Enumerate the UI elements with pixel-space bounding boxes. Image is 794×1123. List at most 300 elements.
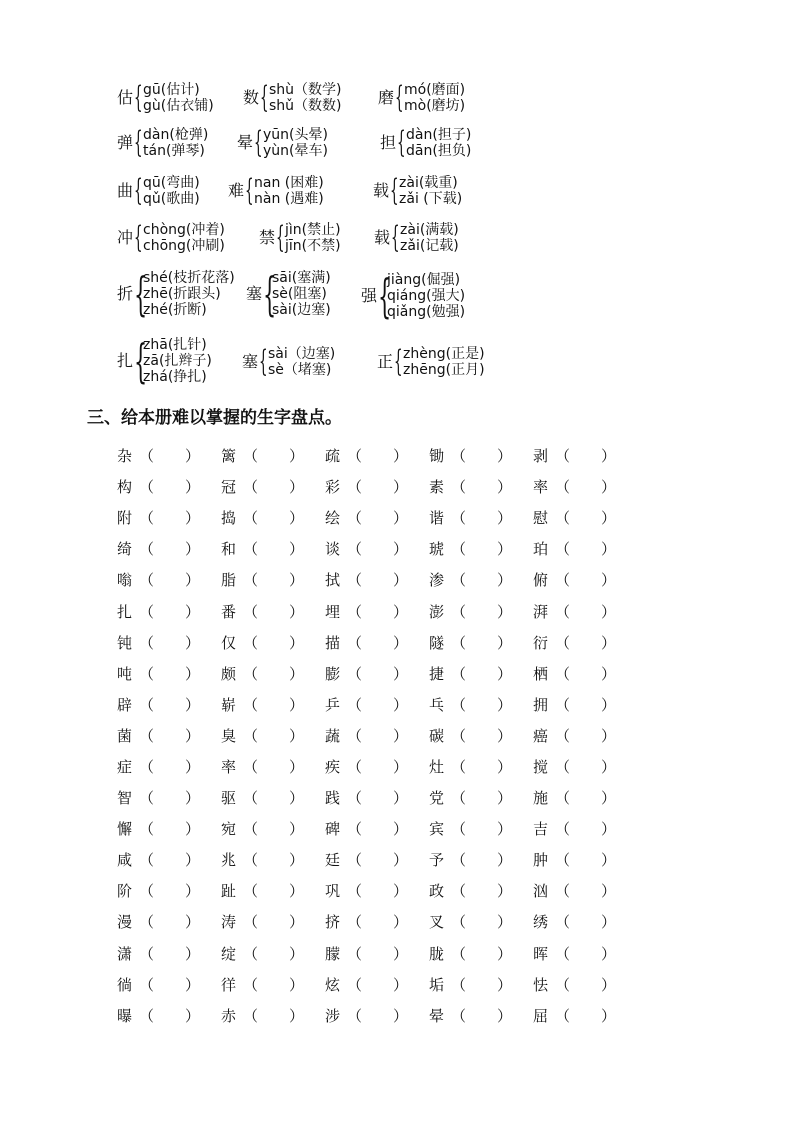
brace-icon: {: [134, 173, 143, 208]
paren-open: （: [139, 789, 155, 808]
paren-close: ）: [497, 509, 513, 528]
char-cell: [117, 663, 221, 684]
char-cell: [533, 880, 637, 901]
grid-char: 吉: [533, 820, 549, 839]
paren-open: （: [243, 509, 259, 528]
paren-open: （: [555, 820, 571, 839]
char-cell: [325, 601, 429, 622]
char-cell: [533, 632, 637, 653]
char-cell: [325, 663, 429, 684]
grid-char: 涛: [221, 913, 237, 932]
paren-close: ）: [497, 851, 513, 870]
polyphone-char: 数: [243, 88, 260, 107]
grid-char: 拭: [325, 571, 341, 590]
reading: shù（数学): [269, 82, 342, 98]
grid-char: 宾: [429, 820, 445, 839]
paren-open: （: [451, 757, 467, 776]
paren-open: （: [555, 695, 571, 714]
reading: chòng(冲着): [143, 222, 225, 238]
paren-close: ）: [601, 789, 617, 808]
paren-close: ）: [393, 695, 409, 714]
paren-open: （: [243, 664, 259, 683]
paren-open: （: [139, 478, 155, 497]
reading: mó(磨面): [404, 82, 466, 98]
paren-open: （: [243, 726, 259, 745]
paren-close: ）: [289, 602, 305, 621]
brace-icon: {: [245, 173, 254, 208]
grid-char: 施: [533, 789, 549, 808]
grid-char: 碑: [325, 820, 341, 839]
grid-char: 崭: [221, 695, 237, 714]
paren-open: （: [347, 913, 363, 932]
char-cell: [117, 569, 221, 590]
paren-close: ）: [601, 757, 617, 776]
char-cell: [221, 538, 325, 559]
grid-char: 蔬: [325, 726, 341, 745]
paren-open: （: [243, 851, 259, 870]
paren-close: ）: [393, 664, 409, 683]
paren-open: （: [243, 1006, 259, 1025]
paren-close: ）: [497, 789, 513, 808]
reading: nàn (遇难): [254, 191, 324, 207]
brace-icon: {: [134, 125, 143, 160]
char-cell: [221, 756, 325, 777]
brace-icon: {: [260, 80, 269, 115]
reading: zā(扎辫子): [143, 353, 212, 369]
reading: zài(载重): [399, 175, 458, 191]
paren-close: ）: [289, 757, 305, 776]
paren-close: ）: [185, 633, 201, 652]
grid-char: 阶: [117, 882, 133, 901]
char-cell: [533, 818, 637, 839]
char-cell: [117, 725, 221, 746]
paren-open: （: [555, 789, 571, 808]
char-cell: [429, 880, 533, 901]
char-cell: [533, 601, 637, 622]
grid-char: 番: [221, 602, 237, 621]
paren-open: （: [243, 913, 259, 932]
polyphone-char: 塞: [242, 352, 259, 371]
paren-close: ）: [393, 851, 409, 870]
grid-char: 湃: [533, 602, 549, 621]
char-cell: [533, 974, 637, 995]
paren-open: （: [139, 633, 155, 652]
grid-char: 症: [117, 757, 133, 776]
paren-open: （: [451, 944, 467, 963]
paren-open: （: [139, 602, 155, 621]
reading: shǔ（数数): [269, 98, 342, 114]
grid-char: 廷: [325, 851, 341, 870]
paren-close: ）: [185, 509, 201, 528]
character-grid: [117, 440, 637, 1031]
reading: qū(弯曲): [143, 175, 200, 191]
char-cell: [429, 632, 533, 653]
grid-char: 颇: [221, 664, 237, 683]
paren-open: （: [243, 571, 259, 590]
grid-char: 徜: [117, 975, 133, 994]
char-cell: [325, 880, 429, 901]
grid-char: 素: [429, 478, 445, 497]
reading: mò(磨坊): [404, 98, 466, 114]
char-cell: [221, 694, 325, 715]
polyphone-entry: [117, 267, 235, 321]
paren-open: （: [139, 1006, 155, 1025]
char-cell: [221, 911, 325, 932]
paren-close: ）: [497, 695, 513, 714]
char-cell: [117, 911, 221, 932]
char-cell: [221, 725, 325, 746]
grid-char: 剥: [533, 447, 549, 466]
paren-open: （: [451, 602, 467, 621]
paren-close: ）: [185, 447, 201, 466]
reading: sài(边塞): [272, 302, 331, 318]
polyphone-char: 冲: [117, 228, 134, 247]
paren-close: ）: [289, 913, 305, 932]
paren-open: （: [555, 540, 571, 559]
reading: zǎi(记载): [400, 238, 459, 254]
char-cell: [533, 507, 637, 528]
char-cell: [325, 818, 429, 839]
grid-char: 捣: [221, 509, 237, 528]
paren-close: ）: [289, 1006, 305, 1025]
char-cell: [429, 725, 533, 746]
grid-row: [117, 595, 637, 626]
grid-char: 衍: [533, 633, 549, 652]
char-cell: [325, 787, 429, 808]
paren-close: ）: [185, 602, 201, 621]
reading: sè(阻塞): [272, 286, 327, 302]
char-cell: [325, 445, 429, 466]
paren-open: （: [555, 757, 571, 776]
grid-row: [117, 689, 637, 720]
polyphone-entry: [378, 82, 465, 114]
polyphone-entry: [117, 222, 225, 254]
paren-open: （: [451, 540, 467, 559]
grid-char: 怯: [533, 975, 549, 994]
paren-open: （: [555, 447, 571, 466]
char-cell: [533, 849, 637, 870]
grid-char: 篱: [221, 447, 237, 466]
paren-open: （: [555, 509, 571, 528]
paren-open: （: [347, 944, 363, 963]
polyphone-char: 担: [380, 133, 397, 152]
reading: zǎi (下载): [399, 191, 463, 207]
polyphone-entry: [361, 269, 466, 323]
paren-close: ）: [497, 975, 513, 994]
paren-close: ）: [289, 478, 305, 497]
polyphone-char: 扎: [117, 351, 134, 370]
grid-char: 谈: [325, 540, 341, 559]
polyphone-entry: [237, 127, 328, 159]
paren-close: ）: [393, 602, 409, 621]
grid-char: 和: [221, 540, 237, 559]
paren-close: ）: [601, 478, 617, 497]
reading: zhēng(正月): [403, 362, 485, 378]
paren-close: ）: [185, 913, 201, 932]
paren-close: ）: [497, 602, 513, 621]
grid-row: [117, 720, 637, 751]
brace-icon: {: [378, 269, 392, 323]
paren-open: （: [347, 726, 363, 745]
char-cell: [117, 632, 221, 653]
grid-char: 乓: [429, 695, 445, 714]
char-cell: [221, 445, 325, 466]
paren-close: ）: [497, 447, 513, 466]
char-cell: [325, 694, 429, 715]
brace-icon: {: [134, 80, 143, 115]
grid-char: 辟: [117, 695, 133, 714]
paren-open: （: [347, 509, 363, 528]
polyphone-entry: [374, 222, 459, 254]
polyphone-char: 磨: [378, 88, 395, 107]
polyphone-entry: [243, 82, 342, 114]
paren-open: （: [347, 757, 363, 776]
paren-close: ）: [289, 944, 305, 963]
paren-open: （: [555, 726, 571, 745]
char-cell: [533, 943, 637, 964]
paren-close: ）: [393, 882, 409, 901]
reading: gù(估衣铺): [143, 98, 214, 114]
char-cell: [533, 756, 637, 777]
char-cell: [325, 538, 429, 559]
grid-char: 冠: [221, 478, 237, 497]
grid-char: 嗡: [117, 571, 133, 590]
grid-char: 赤: [221, 1006, 237, 1025]
paren-close: ）: [601, 975, 617, 994]
paren-open: （: [555, 664, 571, 683]
paren-open: （: [555, 913, 571, 932]
reading: zhèng(正是): [403, 346, 485, 362]
grid-char: 脂: [221, 571, 237, 590]
grid-char: 叉: [429, 913, 445, 932]
paren-close: ）: [393, 944, 409, 963]
paren-open: （: [347, 882, 363, 901]
grid-char: 癌: [533, 726, 549, 745]
grid-char: 谐: [429, 509, 445, 528]
grid-char: 汹: [533, 882, 549, 901]
char-cell: [221, 974, 325, 995]
char-cell: [221, 1005, 325, 1026]
polyphone-char: 载: [373, 181, 390, 200]
grid-row: [117, 813, 637, 844]
paren-open: （: [139, 882, 155, 901]
reading: yūn(头晕): [263, 127, 328, 143]
paren-open: （: [451, 571, 467, 590]
paren-open: （: [555, 882, 571, 901]
polyphone-entry: [117, 82, 214, 114]
grid-char: 拥: [533, 695, 549, 714]
paren-open: （: [139, 447, 155, 466]
paren-open: （: [451, 726, 467, 745]
paren-open: （: [347, 789, 363, 808]
paren-close: ）: [289, 975, 305, 994]
paren-close: ）: [601, 851, 617, 870]
paren-close: ）: [393, 789, 409, 808]
paren-open: （: [347, 602, 363, 621]
char-cell: [221, 943, 325, 964]
polyphone-entry: [117, 127, 208, 159]
grid-char: 慰: [533, 509, 549, 528]
polyphone-char: 估: [117, 88, 134, 107]
paren-close: ）: [185, 571, 201, 590]
paren-close: ）: [497, 540, 513, 559]
char-cell: [429, 756, 533, 777]
grid-row: [117, 875, 637, 906]
grid-char: 碳: [429, 726, 445, 745]
grid-char: 珀: [533, 540, 549, 559]
paren-close: ）: [289, 695, 305, 714]
grid-char: 灶: [429, 757, 445, 776]
grid-char: 绽: [221, 944, 237, 963]
grid-char: 扎: [117, 602, 133, 621]
grid-char: 仅: [221, 633, 237, 652]
paren-close: ）: [497, 633, 513, 652]
char-cell: [429, 538, 533, 559]
polyphone-char: 折: [117, 284, 134, 303]
grid-char: 晕: [429, 1006, 445, 1025]
paren-close: ）: [185, 478, 201, 497]
paren-close: ）: [601, 913, 617, 932]
paren-open: （: [555, 975, 571, 994]
paren-close: ）: [289, 726, 305, 745]
grid-char: 政: [429, 882, 445, 901]
polyphone-char: 弹: [117, 133, 134, 152]
char-cell: [221, 880, 325, 901]
grid-char: 绘: [325, 509, 341, 528]
paren-open: （: [451, 509, 467, 528]
paren-close: ）: [497, 664, 513, 683]
paren-close: ）: [601, 509, 617, 528]
paren-close: ）: [601, 540, 617, 559]
paren-open: （: [139, 664, 155, 683]
brace-icon: {: [134, 220, 143, 255]
char-cell: [429, 507, 533, 528]
paren-close: ）: [289, 447, 305, 466]
char-cell: [117, 1005, 221, 1026]
char-cell: [533, 569, 637, 590]
char-cell: [325, 569, 429, 590]
paren-open: （: [347, 478, 363, 497]
grid-char: 附: [117, 509, 133, 528]
paren-open: （: [243, 944, 259, 963]
char-cell: [221, 787, 325, 808]
paren-open: （: [139, 851, 155, 870]
char-cell: [533, 445, 637, 466]
polyphone-entry: [246, 267, 331, 321]
paren-open: （: [451, 882, 467, 901]
paren-close: ）: [393, 820, 409, 839]
grid-char: 澎: [429, 602, 445, 621]
char-cell: [117, 694, 221, 715]
char-cell: [429, 911, 533, 932]
paren-close: ）: [601, 633, 617, 652]
paren-close: ）: [497, 726, 513, 745]
reading: jīn(不禁): [285, 238, 341, 254]
paren-close: ）: [185, 540, 201, 559]
grid-char: 垢: [429, 975, 445, 994]
paren-close: ）: [497, 820, 513, 839]
paren-close: ）: [601, 571, 617, 590]
paren-open: （: [555, 1006, 571, 1025]
paren-open: （: [139, 571, 155, 590]
paren-close: ）: [601, 882, 617, 901]
char-cell: [117, 476, 221, 497]
paren-open: （: [139, 757, 155, 776]
paren-open: （: [347, 633, 363, 652]
brace-icon: {: [390, 173, 399, 208]
paren-open: （: [139, 540, 155, 559]
paren-close: ）: [497, 882, 513, 901]
grid-char: 搅: [533, 757, 549, 776]
char-cell: [117, 943, 221, 964]
reading: tán(弹琴): [143, 143, 205, 159]
grid-char: 党: [429, 789, 445, 808]
paren-open: （: [451, 695, 467, 714]
reading: jiàng(倔强): [387, 272, 461, 288]
paren-close: ）: [289, 820, 305, 839]
grid-char: 菌: [117, 726, 133, 745]
paren-open: （: [139, 975, 155, 994]
grid-row: [117, 782, 637, 813]
grid-char: 琥: [429, 540, 445, 559]
paren-open: （: [451, 478, 467, 497]
paren-close: ）: [601, 820, 617, 839]
grid-char: 予: [429, 851, 445, 870]
paren-open: （: [451, 664, 467, 683]
paren-close: ）: [185, 695, 201, 714]
grid-char: 臭: [221, 726, 237, 745]
grid-char: 捷: [429, 664, 445, 683]
grid-char: 宛: [221, 820, 237, 839]
reading: jìn(禁止): [285, 222, 341, 238]
reading: zài(满载): [400, 222, 459, 238]
char-cell: [325, 1005, 429, 1026]
paren-open: （: [347, 447, 363, 466]
grid-row: [117, 564, 637, 595]
polyphone-char: 塞: [246, 284, 263, 303]
grid-row: [117, 627, 637, 658]
char-cell: [117, 880, 221, 901]
paren-open: （: [243, 695, 259, 714]
paren-open: （: [555, 944, 571, 963]
paren-close: ）: [185, 820, 201, 839]
paren-open: （: [243, 882, 259, 901]
paren-open: （: [347, 975, 363, 994]
polyphone-char: 曲: [117, 181, 134, 200]
reading: dàn(担子): [406, 127, 472, 143]
paren-open: （: [243, 447, 259, 466]
paren-close: ）: [185, 664, 201, 683]
grid-char: 埋: [325, 602, 341, 621]
char-cell: [325, 632, 429, 653]
char-cell: [533, 1005, 637, 1026]
char-cell: [429, 787, 533, 808]
grid-char: 朦: [325, 944, 341, 963]
polyphone-entry: [373, 175, 462, 207]
polyphone-char: 强: [361, 286, 378, 305]
char-cell: [429, 476, 533, 497]
char-cell: [429, 569, 533, 590]
grid-char: 咸: [117, 851, 133, 870]
grid-char: 炫: [325, 975, 341, 994]
char-cell: [533, 663, 637, 684]
reading: qǔ(歌曲): [143, 191, 200, 207]
paren-open: （: [243, 602, 259, 621]
paren-open: （: [139, 944, 155, 963]
paren-open: （: [139, 726, 155, 745]
char-cell: [221, 849, 325, 870]
paren-close: ）: [185, 944, 201, 963]
